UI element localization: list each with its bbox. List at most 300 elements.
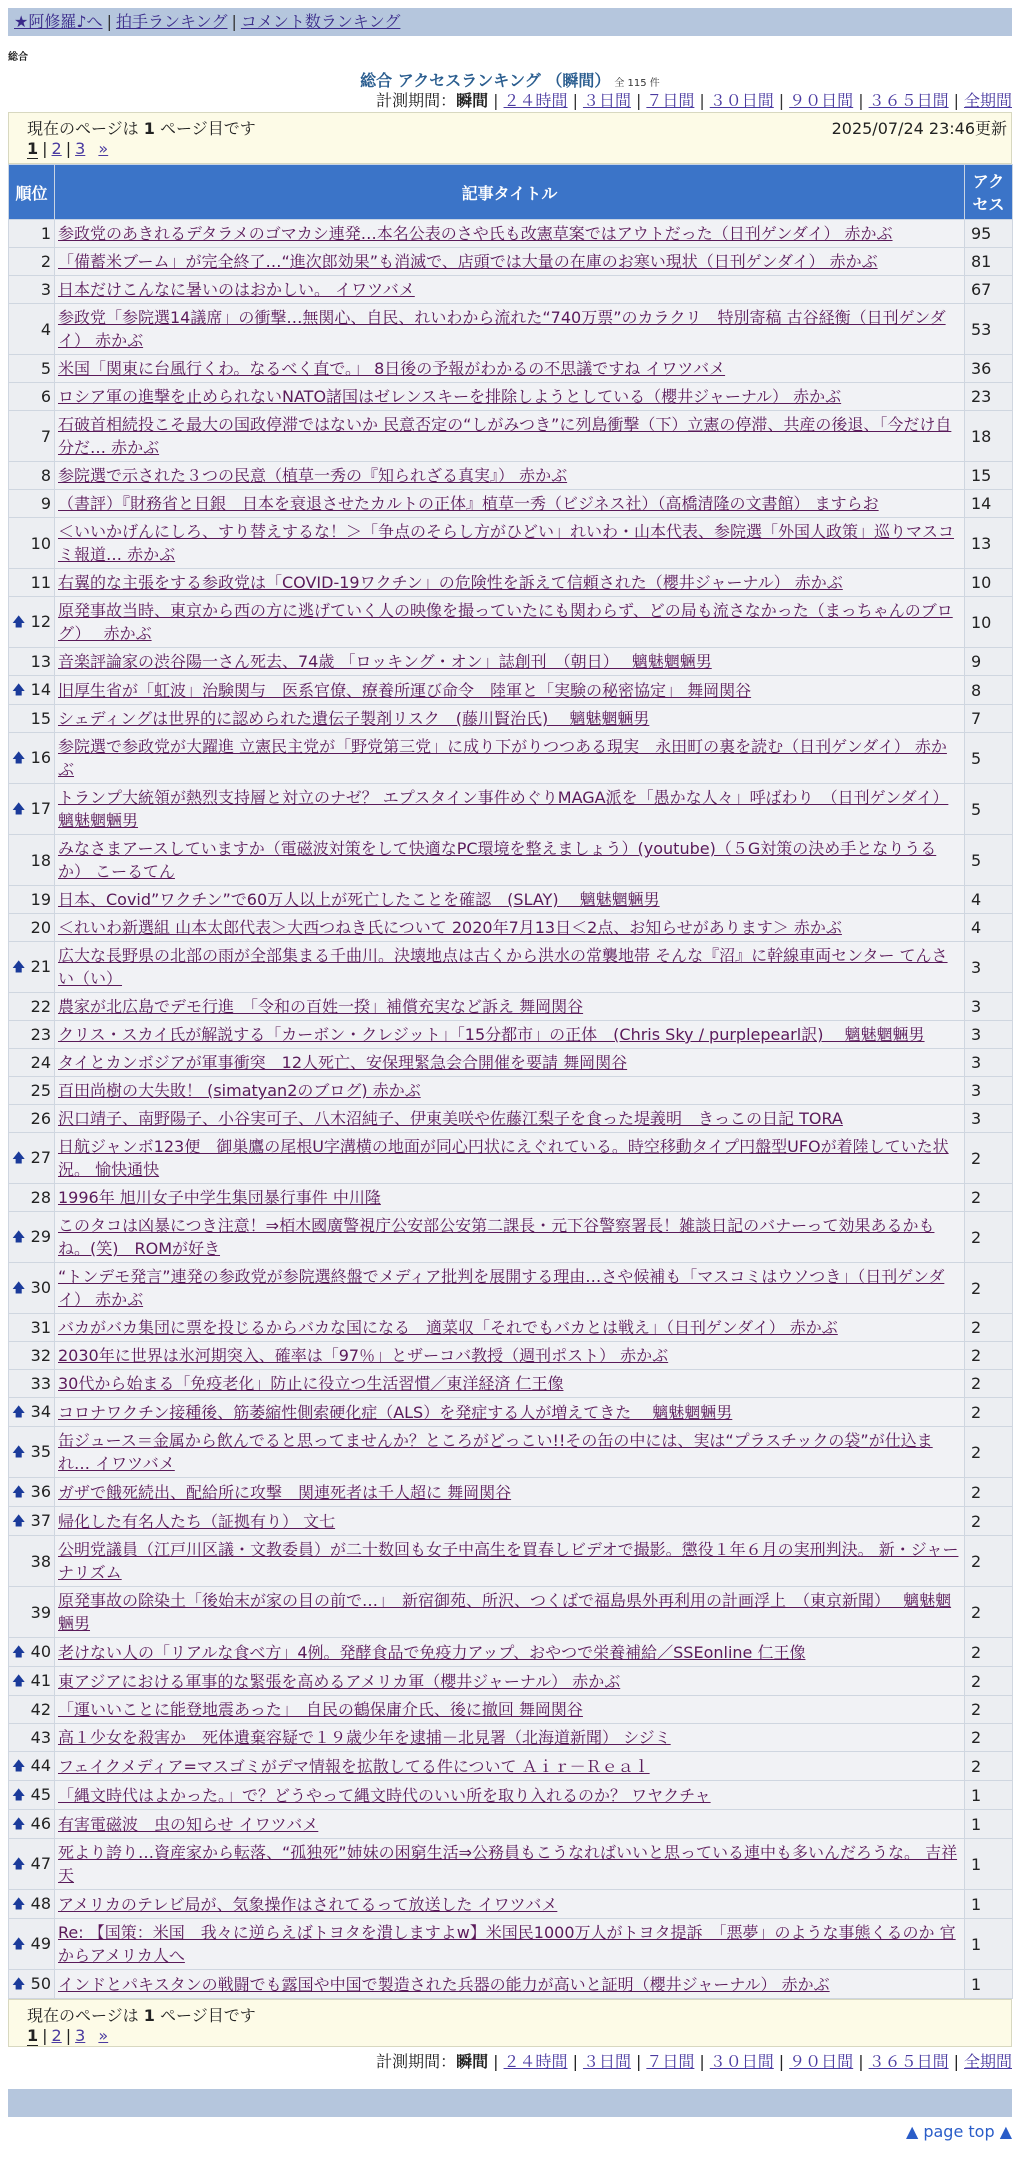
comment-ranking-link[interactable]: コメント数ランキング [240,12,401,31]
title-cell [55,648,965,676]
table-row [9,733,1013,784]
arrow-up-icon: 🡅 [12,1857,26,1872]
footer-bar [8,2089,1012,2117]
rank-cell [9,1077,55,1105]
rank-cell [9,1314,55,1342]
period-link-3[interactable]: ７日間 [646,2052,695,2071]
table-row [9,597,1013,648]
period-link-4[interactable]: ３０日間 [709,2052,774,2071]
title-cell [55,1667,965,1696]
article-link[interactable]: 沢口靖子、南野陽子、小谷実可子、八木沼純子、伊東美咲や佐藤江梨子を食った堤義明 きっこの日記 TORA [58,1109,843,1128]
rank-cell [9,1919,55,1970]
rank-number: 34 [30,1402,51,1421]
rank-cell [9,1752,55,1781]
period-link-2[interactable]: ３日間 [582,2052,631,2071]
rank-cell [9,1587,55,1638]
rank-cell [9,648,55,676]
access-count: 2 [965,1752,1013,1781]
article-link[interactable]: 右翼的な主張をする参政党は「COVID-19ワクチン」の危険性を訴えて信頼された（櫻井ジャーナル） 赤かぶ [58,573,843,592]
current-page-text: 現在のページは 1 ページ目です [27,119,256,138]
rank-number: 24 [30,1053,51,1072]
arrow-up-icon: 🡅 [12,1405,26,1420]
article-link[interactable]: 高１少女を殺害か 死体遺棄容疑で１９歳少年を逮捕－北見署（北海道新聞） シジミ [58,1728,671,1747]
rank-number: 7 [40,426,51,446]
rank-number: 43 [30,1728,51,1747]
title-cell [55,1919,965,1970]
access-count: 4 [965,886,1013,914]
period-link-4[interactable]: ３０日間 [709,91,774,110]
title-cell [55,1105,965,1133]
rank-number: 15 [30,709,51,728]
rank-cell [9,1370,55,1398]
title-cell [55,1839,965,1890]
title-cell [55,1077,965,1105]
rank-cell [9,1507,55,1536]
title-cell [55,1427,965,1478]
rank-number: 6 [40,387,51,406]
total-count: 全 115 件 [614,78,660,89]
access-count: 2 [965,1263,1013,1314]
ranking-heading: 総合 アクセスランキング （瞬間） [360,71,611,90]
table-row [9,1263,1013,1314]
rank-number: 35 [30,1442,51,1461]
period-separator: | [858,91,864,110]
arrow-up-icon: 🡅 [12,1897,26,1912]
title-cell [55,1536,965,1587]
article-link[interactable]: Re: 【国策：米国 我々に逆らえばトヨタを潰しますよw】米国民1000万人がトヨタ提訴 「悪夢」のような事態くるのか 官からアメリカ人へ [58,1923,956,1965]
period-link-7[interactable]: 全期間 [963,91,1012,110]
table-row [9,914,1013,942]
access-count: 3 [965,1021,1013,1049]
period-selector-top [8,90,1012,112]
article-link[interactable]: 公明党議員（江戸川区議・文教委員）が二十数回も女子中高生を買春しビデオで撮影。懲役１年６月の実刑判決。 新・ジャーナリズム [58,1540,959,1582]
rank-number: 38 [30,1551,51,1571]
rank-cell [9,1212,55,1263]
rank-cell [9,705,55,733]
period-separator: | [858,2052,864,2071]
page-info-box-bottom [8,1999,1012,2047]
period-separator: | [953,2052,959,2071]
period-selector-bottom [8,2049,1012,2075]
access-count: 2 [965,1536,1013,1587]
rank-cell [9,1890,55,1919]
nav-separator: | [231,12,237,31]
title-cell [55,276,965,304]
title-cell [55,835,965,886]
page-separator: | [42,2026,48,2045]
top-nav-bar [8,8,1012,36]
period-current: 瞬間 [456,91,489,110]
page-link-2[interactable]: 2 [51,2026,62,2045]
rank-cell [9,886,55,914]
article-link[interactable]: 缶ジュース＝金属から飲んでると思ってませんか？ところがどっこい!!その缶の中には、実は“プラスチックの袋”が仕込まれ… イワツバメ [58,1431,933,1473]
rank-cell [9,248,55,276]
article-link[interactable]: 「備蓄米ブーム」が完全終了…“進次郎効果”も消滅で、店頭では大量の在庫のお寒い現状（日刊ゲンダイ） 赤かぶ [58,252,878,271]
table-row [9,648,1013,676]
title-cell [55,676,965,705]
period-link-6[interactable]: ３６５日間 [868,2052,949,2071]
article-link[interactable]: 日本だけこんなに暑いのはおかしい。 イワツバメ [58,280,415,299]
rank-number: 14 [30,680,51,699]
access-count: 3 [965,993,1013,1021]
article-link[interactable]: 参院選で示された３つの民意（植草一秀の『知られざる真実』） 赤かぶ [58,466,568,485]
article-link[interactable]: 参院選で参政党が大躍進 立憲民主党が「野党第三党」に成り下がりつつある現実 永田町の裏を読む（日刊ゲンダイ） 赤かぶ [58,737,947,779]
access-count: 2 [965,1212,1013,1263]
title-cell [55,1133,965,1184]
access-count: 81 [965,248,1013,276]
arrow-up-icon: 🡅 [12,1788,26,1803]
access-count: 2 [965,1184,1013,1212]
article-link[interactable]: 日本、Covid”ワクチン”で60万人以上が死亡したことを確認 (SLAY) 魑魅魍魎男 [58,890,660,909]
rank-cell [9,1184,55,1212]
ranking-table [8,164,1013,1999]
period-separator: | [778,2052,785,2071]
article-link[interactable]: 広大な長野県の北部の雨が全部集まる千曲川。決壊地点は古くから洪水の常襲地帯 そんな『沼』に幹線車両センター てんさい（い） [58,946,948,988]
page-top-row [8,2117,1012,2147]
table-row [9,1478,1013,1507]
arrow-up-icon: 🡅 [12,1674,26,1689]
title-cell [55,1696,965,1724]
table-row [9,1919,1013,1970]
article-link[interactable]: 百田尚樹の大失敗！ (simatyan2のブログ) 赤かぶ [58,1081,421,1100]
period-separator: | [572,2052,578,2071]
period-link-2[interactable]: ３日間 [582,91,631,110]
title-cell [55,1212,965,1263]
rank-cell [9,1667,55,1696]
rank-cell [9,1724,55,1752]
access-count: 36 [965,355,1013,383]
table-row [9,1839,1013,1890]
article-link[interactable]: 2030年に世界は氷河期突入、確率は「97％」とザーコバ教授（週刊ポスト） 赤かぶ [58,1346,669,1365]
table-row [9,1752,1013,1781]
article-link[interactable]: 有害電磁波 虫の知らせ イワツバメ [58,1814,319,1834]
access-count: 67 [965,276,1013,304]
article-link[interactable]: バカがバカ集団に票を投じるからバカな国になる 適菜収「それでもバカとは戦え」（日刊ゲンダイ） 赤かぶ [58,1318,838,1337]
current-page-text: 現在のページは 1 ページ目です [27,2006,256,2025]
table-row [9,1105,1013,1133]
column-header-title: 記事タイトル [55,165,965,220]
table-row [9,1810,1013,1839]
article-link[interactable]: 30代から始まる「免疫老化」防止に役立つ生活習慣／東洋経済 仁王像 [58,1374,564,1393]
table-row [9,1970,1013,1999]
rank-cell [9,1049,55,1077]
rank-cell [9,1970,55,1999]
title-cell [55,490,965,518]
access-count: 10 [965,569,1013,597]
rank-cell [9,597,55,648]
title-cell [55,304,965,355]
table-row [9,1696,1013,1724]
rank-number: 44 [30,1756,51,1775]
rank-number: 42 [30,1700,51,1719]
period-link-6[interactable]: ３６５日間 [868,91,949,110]
rank-cell [9,462,55,490]
arrow-up-icon: 🡅 [12,751,26,766]
rank-cell [9,304,55,355]
rank-cell [9,1696,55,1724]
rank-number: 4 [40,319,51,339]
access-count: 15 [965,462,1013,490]
arrow-up-icon: 🡅 [12,802,26,817]
access-count: 14 [965,490,1013,518]
table-row [9,1781,1013,1810]
rank-number: 16 [30,748,51,767]
rank-number: 30 [30,1278,51,1297]
rank-number: 5 [40,359,51,378]
rank-cell [9,1839,55,1890]
title-cell [55,733,965,784]
article-link[interactable]: ＜いいかげんにしろ、すり替えするな！＞「争点のそらし方がひどい」れいわ・山本代表、参院選「外国人政策」巡りマスコミ報道… 赤かぶ [58,522,955,564]
access-count: 2 [965,1638,1013,1667]
period-separator: | [699,2052,705,2071]
rank-cell [9,1781,55,1810]
article-link[interactable]: フェイクメディア=マスゴミがデマ情報を拡散してる件について Ａｉｒ－Ｒｅａｌ [58,1756,650,1776]
title-cell [55,1638,965,1667]
period-link-1[interactable]: ２４時間 [503,2052,568,2071]
arrow-up-icon: 🡅 [12,1514,26,1529]
table-row [9,462,1013,490]
rank-number: 1 [40,224,51,243]
rank-number: 33 [30,1374,51,1393]
table-row [9,490,1013,518]
access-count: 2 [965,1342,1013,1370]
rank-number: 20 [30,918,51,937]
article-link[interactable]: タイとカンボジアが軍事衝突 12人死亡、安保理緊急会合開催を要請 舞岡関谷 [58,1053,628,1072]
page-spacer [85,2026,98,2045]
title-cell [55,1021,965,1049]
arrow-up-icon: 🡅 [12,960,26,975]
article-link[interactable]: 老けない人の「リアルな食べ方」4例。発酵食品で免疫力アップ、おやつで栄養補給／SSEonline 仁王像 [58,1642,806,1662]
period-separator: | [493,91,499,110]
title-cell [55,220,965,248]
next-page-link[interactable]: » [98,139,109,158]
rank-number: 50 [30,1974,51,1993]
access-count: 1 [965,1839,1013,1890]
rank-cell [9,993,55,1021]
next-page-link[interactable]: » [98,2026,109,2045]
page-info-box-top [8,112,1012,164]
arrow-up-icon: 🡅 [12,683,26,698]
table-row [9,1314,1013,1342]
page-separator: | [65,139,72,158]
article-link[interactable]: 石破首相続投こそ最大の国政停滞ではないか 民意否定の“しがみつき”に列島衝撃（下）立憲の停滞、共産の後退、「今だけ自分だ… 赤かぶ [58,415,952,457]
rank-number: 31 [30,1318,51,1337]
table-row [9,1398,1013,1427]
rank-cell [9,1478,55,1507]
table-row [9,835,1013,886]
article-link[interactable]: インドとパキスタンの戦闘でも露国や中国で製造された兵器の能力が高いと証明（櫻井ジャーナル） 赤かぶ [58,1974,830,1994]
article-link[interactable]: “トンデモ発言”連発の参政党が参院選終盤でメディア批判を展開する理由…さや候補も「マスコミはウソつき」（日刊ゲンダイ） 赤かぶ [58,1267,945,1309]
page-link-3[interactable]: 3 [75,139,86,158]
table-row [9,1370,1013,1398]
article-link[interactable]: 参政党「参院選14議席」の衝撃…無関心、自民、れいわから流れた“740万票”のカラクリ 特別寄稿 古谷経衡（日刊ゲンダイ） 赤かぶ [58,308,946,350]
rank-number: 48 [30,1894,51,1913]
period-link-5[interactable]: ９０日間 [789,2052,854,2071]
title-cell [55,942,965,993]
table-row [9,1133,1013,1184]
article-link[interactable]: 原発事故の除染土「後始末が家の目の前で…」 新宿御苑、所沢、つくばで福島県外再利用の計画浮上 （東京新聞） 魑魅魍魎男 [58,1591,952,1633]
page-top-link[interactable]: ▲ page top ▲ [905,2122,1012,2141]
applause-ranking-link[interactable]: 拍手ランキング [115,12,228,31]
article-link[interactable]: 原発事故当時、東京から西の方に逃げていく人の映像を撮っていたにも関わらず、どの局も流さなかった（まっちゃんのブログ） 赤かぶ [58,601,953,643]
rank-number: 18 [30,850,51,870]
rank-number: 47 [30,1854,51,1873]
period-link-3[interactable]: ７日間 [646,91,695,110]
arrow-up-icon: 🡅 [12,1445,26,1460]
pagination-top [27,139,108,158]
column-header-rank: 順位 [9,165,55,220]
rank-number: 12 [30,612,51,631]
period-current: 瞬間 [456,2052,489,2071]
rank-number: 2 [40,252,51,271]
article-link[interactable]: トランプ大統領が熱烈支持層と対立のナゼ？ エプスタイン事件めぐりMAGA派を「愚かな人々」呼ばわり （日刊ゲンダイ） 魑魅魍魎男 [58,788,949,830]
rank-number: 8 [40,466,51,485]
rank-number: 21 [30,957,51,976]
rank-cell [9,1105,55,1133]
article-link[interactable]: 参政党のあきれるデタラメのゴマカシ連発…本名公表のさや氏も改憲草案ではアウトだった（日刊ゲンダイ） 赤かぶ [58,224,893,243]
table-row [9,1342,1013,1370]
title-cell [55,411,965,462]
rank-number: 26 [30,1109,51,1128]
arrow-up-icon: 🡅 [12,1977,26,1992]
rank-number: 41 [30,1671,51,1690]
article-link[interactable]: 死より誇り…資産家から転落、“孤独死”姉妹の困窮生活⇒公務員もこうなればいいと思っている連中も多いんだろうな。 吉祥天 [58,1843,958,1885]
page-separator: | [65,2026,72,2045]
title-cell [55,355,965,383]
title-cell [55,1314,965,1342]
period-separator: | [635,91,642,110]
page-link-3[interactable]: 3 [75,2026,86,2045]
arrow-up-icon: 🡅 [12,1645,26,1660]
rank-number: 45 [30,1785,51,1804]
period-separator: | [493,2052,499,2071]
title-cell [55,1507,965,1536]
access-count: 5 [965,733,1013,784]
rank-cell [9,569,55,597]
article-link[interactable]: 日航ジャンボ123便 御巣鷹の尾根U字溝横の地面が同心円状にえぐれている。時空移動タイプ円盤型UFOが着陸していた状況。 愉快通快 [58,1137,949,1179]
period-separator: | [572,91,578,110]
period-link-5[interactable]: ９０日間 [789,91,854,110]
title-cell [55,1049,965,1077]
rank-number: 29 [30,1227,51,1246]
title-cell [55,1370,965,1398]
title-cell [55,1752,965,1781]
table-row [9,304,1013,355]
table-row [9,1667,1013,1696]
rank-number: 19 [30,890,51,909]
arrow-up-icon: 🡅 [12,1281,26,1296]
article-link[interactable]: コロナワクチン接種後、筋萎縮性側索硬化症（ALS）を発症する人が増えてきた 魑魅魍魎男 [58,1402,733,1422]
table-row [9,1427,1013,1478]
article-link[interactable]: アメリカのテレビ局が、気象操作はされてるって放送した イワツバメ [58,1894,558,1914]
rank-number: 40 [30,1642,51,1661]
rank-cell [9,1398,55,1427]
article-link[interactable]: （書評）『財務省と日銀 日本を衰退させたカルトの正体』植草一秀（ビジネス社）（高橋清隆の文書館） ますらお [58,494,879,513]
access-count: 5 [965,835,1013,886]
rank-cell [9,1133,55,1184]
page-link-2[interactable]: 2 [51,139,62,158]
rank-cell [9,1427,55,1478]
access-count: 10 [965,597,1013,648]
article-link[interactable]: 1996年 旭川女子中学生集団暴行事件 中川隆 [58,1188,381,1207]
table-row [9,1587,1013,1638]
rank-cell [9,1536,55,1587]
title-cell [55,248,965,276]
article-link[interactable]: 「運いいことに能登地震あった」 自民の鶴保庸介氏、後に撤回 舞岡関谷 [58,1700,583,1719]
access-count: 5 [965,784,1013,835]
rank-number: 46 [30,1814,51,1833]
rank-number: 9 [40,494,51,513]
article-link[interactable]: ガザで餓死続出、配給所に攻撃 関連死者は千人超に 舞岡関谷 [58,1482,512,1502]
access-count: 7 [965,705,1013,733]
article-link[interactable]: 帰化した有名人たち（証拠有り） 文七 [58,1511,336,1531]
article-link[interactable]: シェディングは世界的に認められた遺伝子製剤リスク (藤川賢治氏) 魑魅魍魎男 [58,709,650,728]
rank-number: 17 [30,799,51,818]
table-row [9,569,1013,597]
pagination-bottom [27,2026,108,2045]
article-link[interactable]: 東アジアにおける軍事的な緊張を高めるアメリカ軍（櫻井ジャーナル） 赤かぶ [58,1671,621,1691]
rank-number: 39 [30,1602,51,1622]
article-link[interactable]: 「縄文時代はよかった。」で？どうやって縄文時代のいい所を取り入れるのか？ ワヤクチャ [58,1785,711,1805]
rank-number: 25 [30,1081,51,1100]
article-link[interactable]: 旧厚生省が「虹波」治験関与 医系官僚、療養所運び命令 陸軍と「実験の秘密協定」 舞岡関谷 [58,680,752,700]
title-cell [55,1781,965,1810]
period-separator: | [635,2052,642,2071]
title-cell [55,1478,965,1507]
article-link[interactable]: ロシア軍の進撃を止められないNATO諸国はゼレンスキーを排除しようとしている（櫻井ジャーナル） 赤かぶ [58,387,842,406]
rank-cell [9,733,55,784]
rank-number: 36 [30,1482,51,1501]
article-link[interactable]: クリス・スカイ氏が解説する「カーボン・クレジット」「15分都市」の正体 (Chris Sky / purplepearl訳) 魑魅魍魎男 [58,1025,925,1044]
arrow-up-icon: 🡅 [12,1817,26,1832]
period-link-1[interactable]: ２４時間 [503,91,568,110]
title-cell [55,518,965,569]
rank-cell [9,490,55,518]
article-link[interactable]: このタコは凶暴につき注意！⇒栢木國廣警視庁公安部公安第二課長・元下谷警察署長！雑談日記のバナーって効果あるかもね。(笑) ROMが好き [58,1216,935,1258]
access-count: 2 [965,1314,1013,1342]
table-row [9,1021,1013,1049]
access-count: 3 [965,942,1013,993]
title-cell [55,462,965,490]
access-count: 1 [965,1890,1013,1919]
rank-cell [9,1021,55,1049]
rank-number: 13 [30,652,51,671]
access-count: 2 [965,1427,1013,1478]
article-link[interactable]: ＜れいわ新選組 山本太郎代表＞大西つねき氏について 2020年7月13日＜2点、お知らせがあります＞ 赤かぶ [58,918,842,937]
arrow-up-icon: 🡅 [12,1151,26,1166]
table-row [9,276,1013,304]
article-link[interactable]: みなさまアースしていますか（電磁波対策をして快適なPC環境を整えましょう）(youtube)（５G対策の決め手となりうるか） こーるてん [58,839,937,881]
rank-cell [9,914,55,942]
rank-number: 3 [40,280,51,299]
access-count: 2 [965,1587,1013,1638]
access-count: 3 [965,1077,1013,1105]
updated-time: 2025/07/24 23:46更新 [831,119,1007,138]
access-count: 1 [965,1810,1013,1839]
table-row [9,1724,1013,1752]
home-link[interactable]: ★阿修羅♪へ [14,12,103,31]
rank-cell [9,1263,55,1314]
article-link[interactable]: 農家が北広島でデモ行進 「令和の百姓一揆」補償充実など訴え 舞岡関谷 [58,997,584,1016]
rank-cell [9,355,55,383]
period-link-7[interactable]: 全期間 [963,2052,1012,2071]
access-count: 2 [965,1667,1013,1696]
article-link[interactable]: 音楽評論家の渋谷陽一さん死去、74歳 「ロッキング・オン」誌創刊 （朝日） 魑魅魍魎男 [58,652,712,671]
access-count: 2 [965,1724,1013,1752]
rank-cell [9,1810,55,1839]
article-link[interactable]: 米国「関東に台風行くわ。なるべく直で。」 8日後の予報がわかるの不思議ですね イワツバメ [58,359,726,378]
table-row [9,1077,1013,1105]
